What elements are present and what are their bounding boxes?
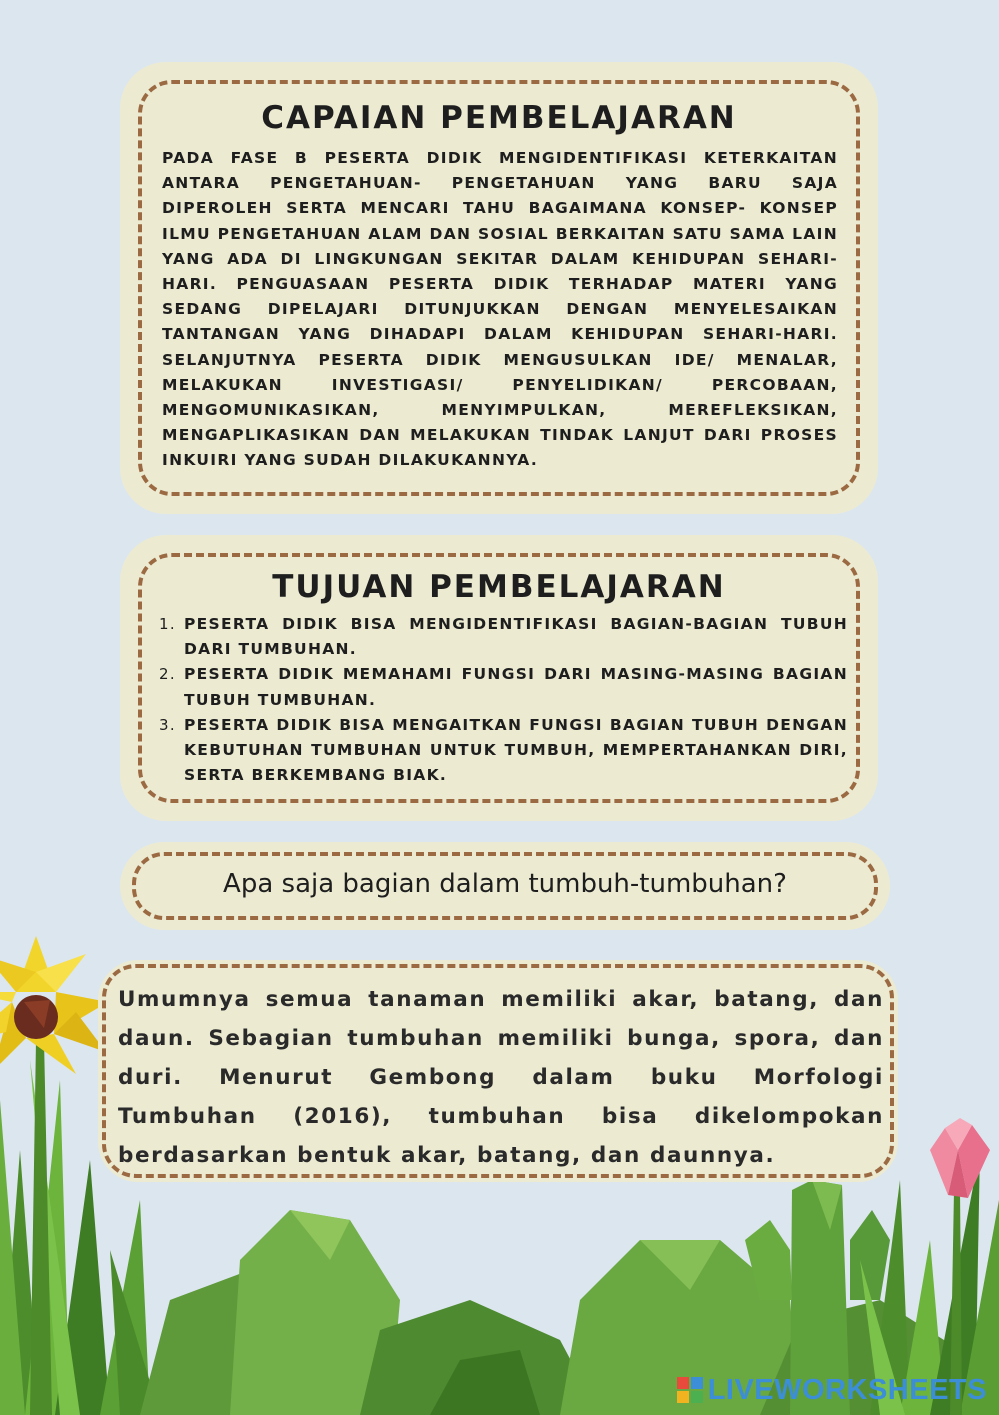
sunflower-icon <box>0 936 108 1074</box>
liveworksheets-logo-icon <box>677 1377 703 1403</box>
tujuan-item: 1. PESERTA DIDIK BISA MENGIDENTIFIKASI BAGIAN-BAGIAN TUBUH DARI TUMBUHAN. <box>182 612 848 662</box>
tujuan-title: TUJUAN PEMBELAJARAN <box>272 569 726 605</box>
tujuan-item: 3. PESERTA DIDIK BISA MENGAITKAN FUNGSI BAGIAN TUBUH DENGAN KEBUTUHAN TUMBUHAN UNTUK TUMBUH, MEMPERTAHANKAN DIRI, SERTA BERKEMBANG BIAK. <box>182 713 848 789</box>
liveworksheets-watermark[interactable]: LIVEWORKSHEETS <box>707 1374 987 1406</box>
question-text: Apa saja bagian dalam tumbuh-tumbuhan? <box>223 869 787 899</box>
capaian-text: PADA FASE B PESERTA DIDIK MENGIDENTIFIKASI KETERKAITAN ANTARA PENGETAHUAN- PENGETAHUAN YANG BARU SAJA DIPEROLEH SERTA MENCARI TAHU BAGAIMANA KONSEP- KONSEP ILMU PENGETAHUAN ALAM DAN SOSIAL BERKAITAN SATU SAMA LAIN YANG ADA DI LINGKUNGAN SEKITAR DALAM KEHIDUPAN SEHARI-HARI. PENGUASAAN PESERTA DIDIK TERHADAP MATERI YANG SEDANG DIPELAJARI DITUNJUKKAN DENGAN MENYELESAIKAN TANTANGAN YANG DIHADAPI DALAM KEHIDUPAN SEHARI-HARI. SELANJUTNYA PESERTA DIDIK MENGUSULKAN IDE/ MENALAR, MELAKUKAN INVESTIGASI/ PENYELIDIKAN/ PERCOBAAN, MENGOMUNIKASIKAN, MENYIMPULKAN, MEREFLEKSIKAN, MENGAPLIKASIKAN DAN MELAKUKAN TINDAK LANJUT DARI PROSES INKUIRI YANG SUDAH DILAKUKANNYA. <box>162 149 838 470</box>
info-text: Umumnya semua tanaman memiliki akar, batang, dan daun. Sebagian tumbuhan memiliki bunga, spora, dan duri. Menurut Gembong dalam buku Morfologi Tumbuhan (2016), tumbuhan bisa dikelompokan berdasarkan bentuk akar, batang, dan daunnya. <box>118 987 884 1168</box>
capaian-title: CAPAIAN PEMBELAJARAN <box>261 100 737 136</box>
info-card <box>98 960 898 1182</box>
tujuan-item: 2. PESERTA DIDIK MEMAHAMI FUNGSI DARI MASING-MASING BAGIAN TUBUH TUMBUHAN. <box>182 662 848 712</box>
